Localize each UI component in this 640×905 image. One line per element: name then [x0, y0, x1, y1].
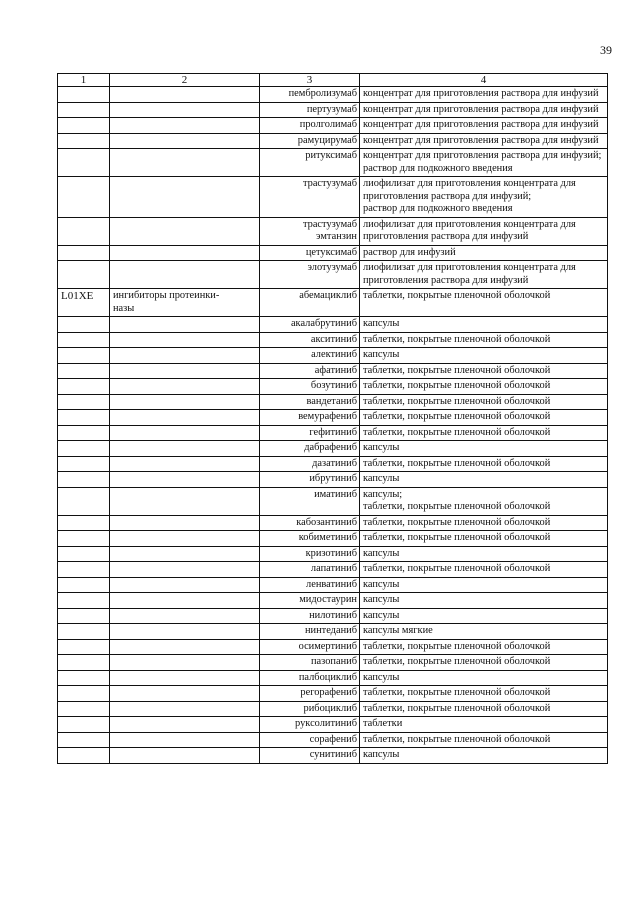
group-name-cell [110, 593, 260, 609]
dosage-form-cell [360, 456, 608, 472]
drug-name-text: пембролизумаб [288, 88, 357, 99]
drug-name-cell [260, 717, 360, 733]
dosage-form-text: раствор для инфузий [363, 246, 456, 258]
drug-name-text: афатиниб [314, 364, 357, 376]
dosage-form-text: таблетки, покрытые пленочной оболочкой [363, 290, 551, 301]
table-row [58, 348, 608, 364]
dosage-form-cell [360, 348, 608, 364]
drug-name-text: акситиниб [310, 333, 357, 345]
drug-name-text: трастузумаб [302, 178, 357, 189]
group-name-cell [110, 261, 260, 289]
dosage-form-text: таблетки, покрытые пленочной оболочкой [363, 687, 551, 698]
drug-name-text: сорафениб [309, 733, 357, 745]
atc-code-cell [58, 317, 110, 333]
group-name-cell [110, 487, 260, 515]
atc-code-cell [58, 245, 110, 261]
dosage-form-cell [360, 701, 608, 717]
drug-name-text: иматиниб [314, 488, 357, 500]
drug-name-cell [260, 593, 360, 609]
atc-code-cell [58, 394, 110, 410]
drug-name-cell [260, 624, 360, 640]
dosage-form-cell [360, 261, 608, 289]
atc-code-cell [58, 261, 110, 289]
atc-code-cell [58, 748, 110, 764]
drug-name-text: дазатиниб [312, 457, 357, 469]
group-name-cell [110, 317, 260, 333]
atc-code-cell [58, 441, 110, 457]
drug-name-text: вандетаниб [306, 395, 357, 407]
drug-name-cell [260, 748, 360, 764]
group-name-cell [110, 410, 260, 426]
group-name-cell [110, 217, 260, 245]
dosage-form-cell [360, 655, 608, 671]
dosage-form-text: лиофилизат для приготовления концентрата для приготовления раствора для инфузий [363, 262, 576, 286]
table-header-row [58, 74, 608, 87]
atc-code-cell [58, 289, 110, 317]
dosage-form-text: таблетки, покрытые пленочной оболочкой [363, 702, 551, 714]
table-row [58, 394, 608, 410]
page-number: 39 [600, 43, 612, 57]
dosage-form-cell [360, 717, 608, 733]
drug-name-cell [260, 348, 360, 364]
drug-name-cell [260, 670, 360, 686]
atc-code-cell [58, 472, 110, 488]
dosage-form-cell [360, 363, 608, 379]
group-name-cell [110, 102, 260, 118]
drug-name-text: абемациклиб [299, 290, 357, 301]
dosage-form-cell [360, 332, 608, 348]
drug-name-text: лапатиниб [310, 563, 357, 574]
table-row [58, 410, 608, 426]
dosage-form-text: таблетки, покрытые пленочной оболочкой [363, 426, 551, 438]
atc-code-cell [58, 149, 110, 177]
drug-name-text: нинтеданиб [304, 625, 357, 636]
drug-name-text: кризотиниб [305, 547, 357, 559]
group-name-cell [110, 87, 260, 103]
dosage-form-text: капсулы [363, 318, 400, 329]
dosage-form-text: таблетки [363, 718, 403, 729]
drug-name-cell [260, 379, 360, 395]
group-name-cell [110, 717, 260, 733]
drug-name-text: элотузумаб [307, 262, 357, 273]
drug-name-cell [260, 87, 360, 103]
drug-name-cell [260, 577, 360, 593]
drug-name-cell [260, 546, 360, 562]
dosage-form-cell [360, 425, 608, 441]
dosage-form-text: концентрат для приготовления раствора для инфузий; раствор для подкожного введения [363, 150, 602, 174]
atc-code-cell [58, 515, 110, 531]
drug-name-text: бозутиниб [310, 380, 357, 391]
drug-name-text: пазопаниб [311, 656, 357, 667]
drug-name-cell [260, 217, 360, 245]
dosage-form-cell [360, 748, 608, 764]
drug-name-text: алектиниб [311, 349, 357, 360]
dosage-form-cell [360, 686, 608, 702]
atc-code-cell [58, 487, 110, 515]
atc-code-cell [58, 531, 110, 547]
group-name-cell [110, 748, 260, 764]
dosage-form-cell [360, 245, 608, 261]
dosage-form-text: концентрат для приготовления раствора для инфузий [363, 88, 599, 99]
dosage-form-cell [360, 149, 608, 177]
drug-name-text: ритуксимаб [305, 150, 357, 161]
drug-name-text: пертузумаб [306, 103, 357, 115]
dosage-form-cell [360, 289, 608, 317]
dosage-form-cell [360, 133, 608, 149]
dosage-form-cell [360, 379, 608, 395]
dosage-form-text: капсулы [363, 578, 400, 590]
atc-code-cell [58, 577, 110, 593]
atc-code-cell [58, 732, 110, 748]
dosage-form-text: капсулы мягкие [363, 625, 433, 636]
table-row [58, 118, 608, 134]
drug-name-cell [260, 531, 360, 547]
drug-name-cell [260, 515, 360, 531]
dosage-form-text: таблетки, покрытые пленочной оболочкой [363, 656, 551, 667]
group-name-cell [110, 118, 260, 134]
table-row [58, 363, 608, 379]
table-row [58, 289, 608, 317]
drug-name-cell [260, 394, 360, 410]
dosage-form-cell [360, 577, 608, 593]
atc-code-cell [58, 608, 110, 624]
drug-name-cell [260, 149, 360, 177]
table-row [58, 441, 608, 457]
table-row [58, 317, 608, 333]
dosage-form-text: таблетки, покрытые пленочной оболочкой [363, 532, 551, 543]
table-row [58, 515, 608, 531]
dosage-form-text: капсулы [363, 473, 400, 484]
table-row [58, 379, 608, 395]
dosage-form-cell [360, 562, 608, 578]
drug-name-text: руксолитиниб [295, 718, 357, 729]
table-row [58, 748, 608, 764]
drug-name-text: акалабрутиниб [290, 318, 357, 329]
dosage-form-text: таблетки, покрытые пленочной оболочкой [363, 364, 551, 376]
drug-name-text: дабрафениб [304, 442, 357, 453]
table-row [58, 456, 608, 472]
table-row [58, 425, 608, 441]
dosage-form-text: лиофилизат для приготовления концентрата для приготовления раствора для инфузий [363, 218, 576, 242]
table-row [58, 87, 608, 103]
table-row [58, 245, 608, 261]
drug-name-text: вемурафениб [298, 411, 357, 422]
dosage-form-text: капсулы [363, 671, 400, 683]
table-row [58, 686, 608, 702]
drug-name-cell [260, 317, 360, 333]
dosage-form-text: капсулы [363, 442, 400, 453]
atc-code-cell [58, 332, 110, 348]
drug-name-cell [260, 425, 360, 441]
atc-code-cell [58, 217, 110, 245]
table-row [58, 133, 608, 149]
atc-code-cell [58, 363, 110, 379]
group-name-text: ингибиторы протеинки- назы [113, 290, 220, 314]
group-name-cell [110, 133, 260, 149]
group-name-cell [110, 562, 260, 578]
drug-name-cell [260, 487, 360, 515]
dosage-form-cell [360, 531, 608, 547]
dosage-form-cell [360, 217, 608, 245]
drug-name-cell [260, 261, 360, 289]
dosage-form-cell [360, 441, 608, 457]
table-row [58, 608, 608, 624]
atc-code-cell [58, 102, 110, 118]
group-name-cell [110, 348, 260, 364]
dosage-form-text: таблетки, покрытые пленочной оболочкой [363, 333, 551, 345]
drug-name-cell [260, 289, 360, 317]
group-name-cell [110, 149, 260, 177]
dosage-form-cell [360, 639, 608, 655]
atc-code-cell [58, 118, 110, 134]
drug-name-cell [260, 639, 360, 655]
dosage-form-cell [360, 118, 608, 134]
table-row [58, 701, 608, 717]
atc-code-cell [58, 701, 110, 717]
table-row [58, 217, 608, 245]
header-col-1: 1 [58, 74, 110, 87]
group-name-cell [110, 332, 260, 348]
drug-name-text: ленватиниб [306, 578, 357, 590]
group-name-cell [110, 363, 260, 379]
table-row [58, 732, 608, 748]
dosage-form-cell [360, 608, 608, 624]
header-col-4: 4 [360, 74, 608, 87]
drug-name-cell [260, 410, 360, 426]
table-row [58, 670, 608, 686]
group-name-cell [110, 456, 260, 472]
table-row [58, 562, 608, 578]
dosage-form-text: капсулы [363, 349, 400, 360]
dosage-form-text: таблетки, покрытые пленочной оболочкой [363, 516, 551, 528]
dosage-form-cell [360, 410, 608, 426]
group-name-cell [110, 577, 260, 593]
drug-name-text: регорафениб [300, 687, 357, 698]
dosage-form-text: таблетки, покрытые пленочной оболочкой [363, 640, 551, 652]
table-row [58, 655, 608, 671]
atc-code-cell [58, 655, 110, 671]
group-name-cell [110, 670, 260, 686]
dosage-form-cell [360, 732, 608, 748]
drug-table [57, 73, 608, 764]
dosage-form-cell [360, 394, 608, 410]
drug-name-text: рамуцирумаб [297, 134, 357, 146]
dosage-form-cell [360, 317, 608, 333]
group-name-cell [110, 701, 260, 717]
drug-name-text: нилотиниб [309, 609, 357, 621]
atc-code-cell [58, 177, 110, 218]
group-name-cell [110, 546, 260, 562]
atc-code-cell [58, 624, 110, 640]
group-name-cell [110, 608, 260, 624]
dosage-form-text: капсулы; таблетки, покрытые пленочной оболочкой [363, 488, 551, 512]
table-row [58, 149, 608, 177]
drug-name-text: мидостаурин [299, 594, 357, 605]
drug-name-cell [260, 472, 360, 488]
drug-name-text: осимертиниб [298, 640, 357, 652]
dosage-form-text: капсулы [363, 749, 400, 760]
atc-code-cell [58, 425, 110, 441]
group-name-cell [110, 289, 260, 317]
group-name-cell [110, 441, 260, 457]
dosage-form-text: таблетки, покрытые пленочной оболочкой [363, 380, 551, 391]
drug-name-text: палбоциклиб [298, 671, 357, 683]
group-name-cell [110, 245, 260, 261]
dosage-form-text: таблетки, покрытые пленочной оболочкой [363, 395, 551, 407]
atc-code-cell [58, 133, 110, 149]
table-row [58, 717, 608, 733]
group-name-cell [110, 624, 260, 640]
atc-code-cell [58, 562, 110, 578]
drug-name-cell [260, 245, 360, 261]
drug-name-cell [260, 133, 360, 149]
dosage-form-cell [360, 177, 608, 218]
drug-name-text: цетуксимаб [305, 246, 357, 258]
drug-name-cell [260, 456, 360, 472]
drug-name-text: сунитиниб [309, 749, 357, 760]
group-name-cell [110, 394, 260, 410]
drug-name-cell [260, 102, 360, 118]
drug-name-cell [260, 655, 360, 671]
drug-name-cell [260, 732, 360, 748]
drug-name-cell [260, 332, 360, 348]
drug-name-text: ибрутиниб [309, 473, 357, 484]
dosage-form-text: таблетки, покрытые пленочной оболочкой [363, 733, 551, 745]
table-row [58, 487, 608, 515]
dosage-form-text: таблетки, покрытые пленочной оболочкой [363, 411, 551, 422]
group-name-cell [110, 379, 260, 395]
group-name-cell [110, 531, 260, 547]
group-name-cell [110, 515, 260, 531]
drug-name-text: кабозантиниб [296, 516, 357, 528]
atc-code-cell [58, 546, 110, 562]
dosage-form-text: капсулы [363, 594, 400, 605]
dosage-form-cell [360, 593, 608, 609]
dosage-form-cell [360, 472, 608, 488]
group-name-cell [110, 732, 260, 748]
table-row [58, 593, 608, 609]
drug-name-text: кобиметиниб [298, 532, 357, 543]
drug-name-text: пролголимаб [299, 119, 357, 130]
table-row [58, 261, 608, 289]
drug-name-cell [260, 701, 360, 717]
atc-code-cell [58, 639, 110, 655]
drug-name-text: трастузумаб эмтанзин [302, 218, 357, 242]
header-col-2: 2 [110, 74, 260, 87]
dosage-form-text: лиофилизат для приготовления концентрата для приготовления раствора для инфузий; раствор для подкожного введения [363, 178, 576, 214]
dosage-form-text: таблетки, покрытые пленочной оболочкой [363, 457, 551, 469]
atc-code-cell [58, 686, 110, 702]
drug-name-text: гефитиниб [309, 426, 357, 438]
drug-name-cell [260, 686, 360, 702]
atc-code-cell [58, 348, 110, 364]
table-row [58, 472, 608, 488]
dosage-form-cell [360, 546, 608, 562]
drug-name-cell [260, 608, 360, 624]
drug-name-cell [260, 562, 360, 578]
atc-code-cell [58, 670, 110, 686]
dosage-form-text: капсулы [363, 609, 400, 621]
group-name-cell [110, 177, 260, 218]
atc-code-cell [58, 87, 110, 103]
drug-name-text: рибоциклиб [303, 702, 357, 714]
drug-name-cell [260, 441, 360, 457]
drug-name-cell [260, 177, 360, 218]
dosage-form-text: таблетки, покрытые пленочной оболочкой [363, 563, 551, 574]
table-row [58, 102, 608, 118]
dosage-form-cell [360, 487, 608, 515]
dosage-form-text: концентрат для приготовления раствора для инфузий [363, 119, 599, 130]
table-row [58, 332, 608, 348]
atc-code-cell [58, 410, 110, 426]
dosage-form-cell [360, 515, 608, 531]
dosage-form-cell [360, 624, 608, 640]
table-row [58, 546, 608, 562]
table-row [58, 624, 608, 640]
table-row [58, 639, 608, 655]
group-name-cell [110, 425, 260, 441]
atc-code-text: L01XE [61, 290, 94, 302]
dosage-form-cell [360, 670, 608, 686]
header-col-3: 3 [260, 74, 360, 87]
group-name-cell [110, 686, 260, 702]
drug-name-cell [260, 363, 360, 379]
drug-name-cell [260, 118, 360, 134]
table-row [58, 531, 608, 547]
dosage-form-text: капсулы [363, 547, 400, 559]
dosage-form-cell [360, 87, 608, 103]
table-row [58, 177, 608, 218]
dosage-form-cell [360, 102, 608, 118]
table-row [58, 577, 608, 593]
dosage-form-text: концентрат для приготовления раствора для инфузий [363, 134, 599, 146]
group-name-cell [110, 472, 260, 488]
atc-code-cell [58, 379, 110, 395]
atc-code-cell [58, 593, 110, 609]
atc-code-cell [58, 717, 110, 733]
atc-code-cell [58, 456, 110, 472]
group-name-cell [110, 655, 260, 671]
dosage-form-text: концентрат для приготовления раствора для инфузий [363, 103, 599, 115]
group-name-cell [110, 639, 260, 655]
